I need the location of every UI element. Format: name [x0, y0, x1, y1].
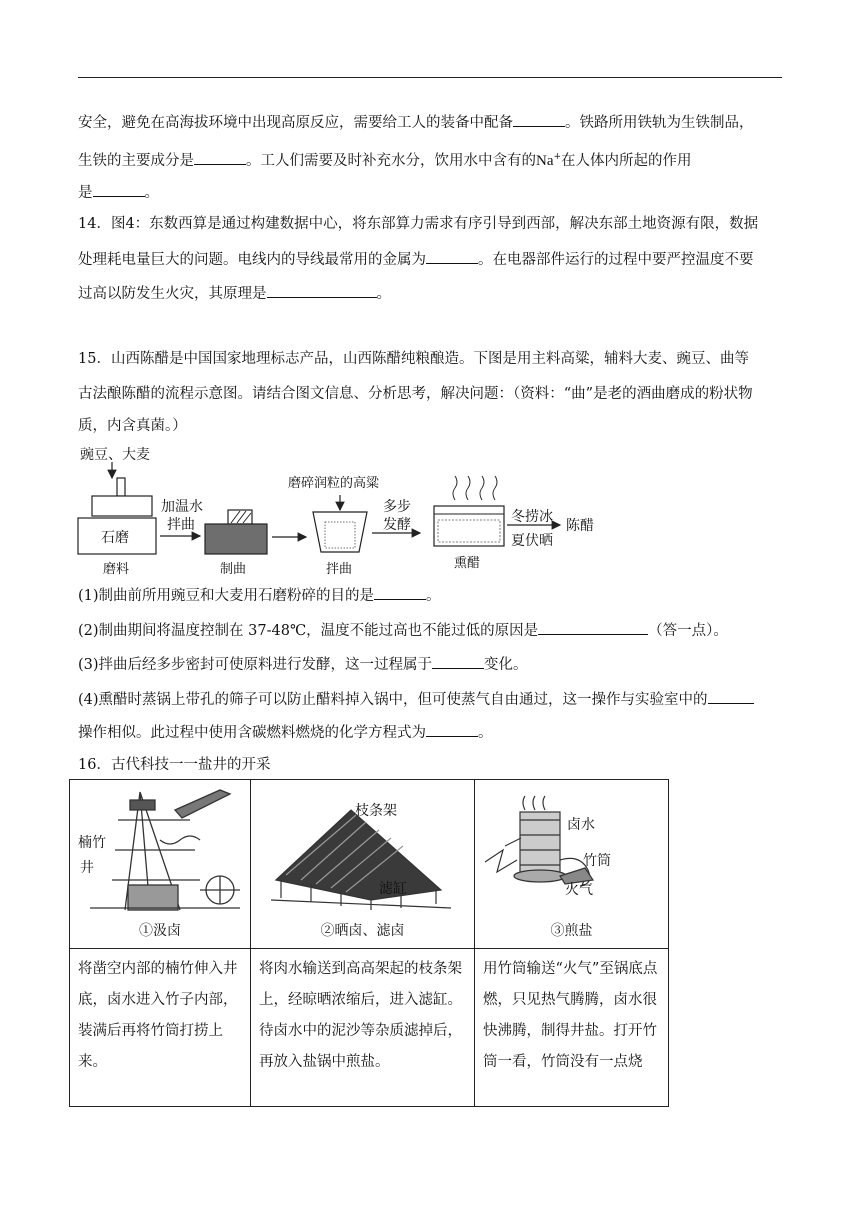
- flow-arrow4-bottom: 夏伏晒: [511, 533, 553, 549]
- flow-step1-label: 磨料: [103, 562, 130, 577]
- answer-blank[interactable]: [513, 111, 565, 127]
- q14-line2: 处理耗电量巨大的问题。电线内的导线最常用的金属为 。在电器部件运行的过程中要严控温度不要: [78, 248, 784, 270]
- img-cell-1: [70, 780, 251, 949]
- q13-line2: 生铁的主要成分是 。工人们需要及时补充水分，饮用水中含有的Na+在人体内所起的作用: [78, 147, 784, 171]
- img3-label-brine: 卤水: [567, 817, 595, 833]
- mill-handle: [117, 478, 125, 496]
- flow-sorghum-label: 磨碎润粒的高粱: [288, 476, 380, 491]
- answer-blank[interactable]: [426, 248, 478, 264]
- answer-blank[interactable]: [267, 282, 377, 298]
- img1-caption: ①汲卤: [139, 923, 181, 939]
- q15-line1: 15．山西陈醋是中国国家地理标志产品，山西陈醋纯粮酿造。下图是用主料高粱，辅料大麦、豌豆、曲等: [78, 351, 749, 367]
- vinegar-process-diagram: [70, 440, 630, 575]
- answer-blank[interactable]: [432, 653, 484, 669]
- qu-making-block: [205, 524, 267, 554]
- flow-stone-label: 石磨: [101, 530, 129, 546]
- flow-step2-label: 制曲: [220, 562, 247, 577]
- mill-top: [92, 496, 152, 516]
- img2-caption: ②晒卤、滤卤: [320, 923, 405, 939]
- answer-blank[interactable]: [93, 181, 145, 197]
- steam: [453, 476, 497, 500]
- answer-blank[interactable]: [538, 619, 648, 635]
- flow-arrow3-top: 多步: [383, 499, 411, 515]
- img1-label-well: 井: [80, 860, 94, 876]
- answer-blank[interactable]: [708, 688, 754, 704]
- q15-sub4-line2: 操作相似。此过程中使用含碳燃料燃烧的化学方程式为 。: [78, 721, 784, 743]
- img3-caption: ③煎盐: [550, 923, 593, 939]
- flow-arrow1-bottom: 拌曲: [167, 517, 195, 533]
- flow-arrow3-bottom: 发酵: [383, 517, 411, 533]
- text-cell-1: 将凿空内部的楠竹伸入井底，卤水进入竹子内部，装满后再将竹筒打捞上来。: [70, 949, 251, 1107]
- flow-step3-label: 拌曲: [326, 562, 353, 577]
- salt-well-table: [69, 779, 669, 1107]
- text-cell-2: 将肉水输送到高高架起的枝条架上，经晾晒浓缩后，进入滤缸。待卤水中的泥沙等杂质滤掉后，再放入盐锅中煎盐。: [251, 949, 475, 1107]
- flow-arrow1-top: 加温水: [161, 499, 203, 515]
- q16-title: 16．古代科技一一盐井的开采: [78, 757, 271, 773]
- img-cell-2: [251, 780, 475, 949]
- q15-sub3: (3)拌曲后经多步密封可使原料进行发酵，这一过程属于 变化。: [78, 653, 784, 675]
- header-rule: [78, 77, 782, 78]
- q15-sub2: (2)制曲期间将温度控制在 37-48℃，温度不能过高也不能过低的原因是 （答一点）。: [78, 619, 784, 641]
- text-cell-3: 用竹筒输送“火气”至锅底点燃，只见热气腾腾，卤水很快沸腾，制得井盐。打开竹筒一看，竹筒没有一点烧: [475, 949, 669, 1107]
- q15-sub1: (1)制曲前所用豌豆和大麦用石磨粉碎的目的是 。: [78, 584, 784, 606]
- img3-label-gas: 火气: [565, 882, 593, 898]
- answer-blank[interactable]: [194, 149, 246, 165]
- flow-input-label: 豌豆、大麦: [80, 447, 150, 463]
- q14-line3: 过高以防发生火灾，其原理是 。: [78, 282, 784, 304]
- q14-line1: 14．图4：东数西算是通过构建数据中心，将东部算力需求有序引导到西部，解决东部土地资源有限，数据: [78, 216, 759, 232]
- answer-blank[interactable]: [374, 584, 426, 600]
- img-cell-3: [475, 780, 669, 949]
- img2-label-vat: 滤缸: [379, 881, 407, 897]
- q15-line2: 古法酿陈醋的流程示意图。请结合图文信息、分析思考，解决问题：（资料：“曲”是老的酒曲磨成的粉状物: [78, 386, 753, 402]
- q13-line1: 安全，避免在高海拔环境中出现高原反应，需要给工人的装备中配备 。铁路所用铁轨为生铁制品，: [78, 111, 784, 133]
- img3-label-tube: 竹筒: [583, 853, 611, 869]
- q15-line3: 质，内含真菌。）: [78, 418, 187, 434]
- salt-boiling-illustration: [475, 780, 668, 920]
- img2-label-frame: 枝条架: [355, 803, 397, 819]
- flow-product-label: 陈醋: [566, 518, 594, 534]
- q15-sub4-line1: (4)熏醋时蒸锅上带孔的筛子可以防止醋料掉入锅中，但可使蒸气自由通过，这一操作与实验室中的: [78, 688, 784, 710]
- flow-arrow4-top: 冬捞冰: [511, 509, 553, 525]
- img1-label-bamboo: 楠竹: [78, 835, 106, 851]
- q13-line3: 是 。: [78, 181, 784, 203]
- flow-step4-label: 熏醋: [454, 556, 481, 571]
- answer-blank[interactable]: [426, 721, 478, 737]
